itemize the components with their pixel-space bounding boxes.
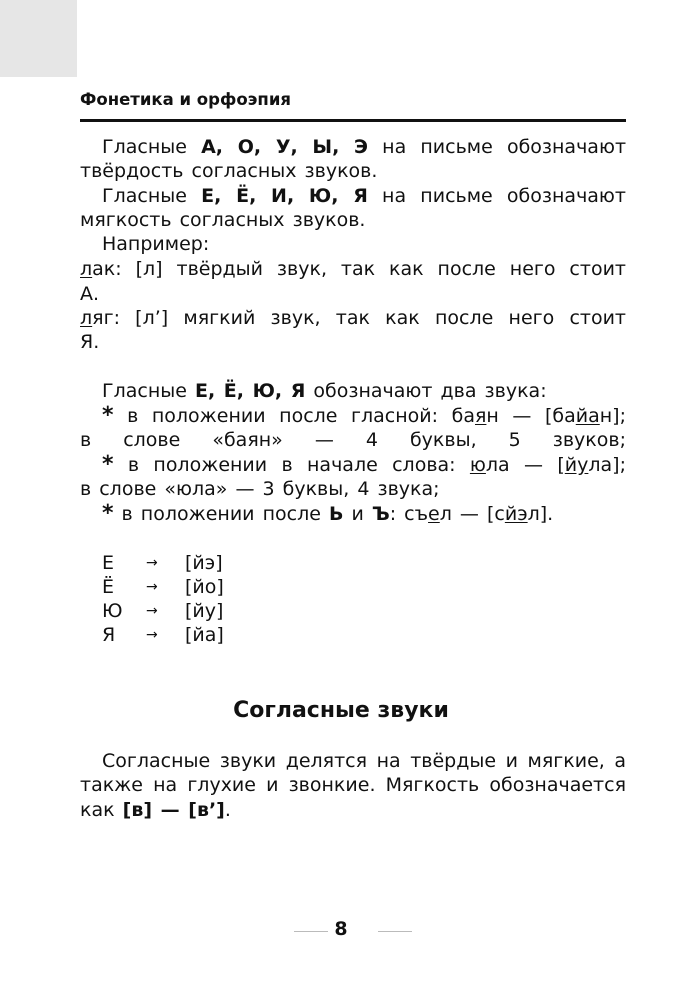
consonants-line-1: Согласные звуки делятся на твёрдые и мягкие, а (102, 750, 626, 772)
example-lak-line: лак: [л] твёрдый звук, так как после него стоит (80, 258, 626, 280)
soft-vowels-line-1: Гласные Е, Ё, И, Ю, Я на письме обозначают (102, 185, 626, 207)
bullet-after-vowel-line-2: в слове «баян» — 4 буквы, 5 звуков; (80, 429, 626, 451)
example-lyag-line: ляг: [л’] мягкий звук, так как после него стоит (80, 307, 626, 329)
star-bullet: * (102, 501, 114, 526)
arrow-right-icon: → (146, 603, 158, 619)
consonants-line-3: как [в] — [в’]. (80, 799, 231, 821)
star-bullet: * (102, 452, 114, 477)
arrow-right-icon: → (146, 555, 158, 571)
arrow-right-icon: → (146, 579, 158, 595)
two-sounds-letters: Е, Ё, Ю, Я (194, 380, 306, 402)
hard-vowels-line-1: Гласные А, О, У, Ы, Э на письме обозначают (102, 136, 627, 158)
bullet-after-signs: * в положении после Ь и Ъ: съел — [сйэл]. (102, 501, 554, 526)
two-sounds-intro: Гласные Е, Ё, Ю, Я обозначают два звука: (102, 380, 547, 402)
mapping-sound: [йу] (185, 600, 224, 622)
example-lyag-end: Я. (80, 331, 100, 353)
mapping-letter: Е (102, 552, 115, 574)
soft-mark-example: [в] — [в’] (122, 799, 225, 821)
soft-vowel-letters: Е, Ё, И, Ю, Я (201, 185, 368, 207)
running-header: Фонетика и орфоэпия (80, 90, 291, 109)
corner-tab (0, 0, 77, 77)
consonants-line-2: также на глухие и звонкие. Мягкость обозначается (80, 774, 626, 796)
mapping-sound: [йа] (185, 624, 224, 646)
arrow-right-icon: → (146, 627, 158, 643)
soft-vowels-line-2: мягкость согласных звуков. (80, 209, 366, 231)
header-rule (80, 119, 626, 122)
mapping-letter: Ё (102, 576, 115, 598)
section-title: Согласные звуки (233, 698, 449, 723)
example-lak-end: А. (80, 283, 100, 305)
bullet-after-vowel: * в положении после гласной: баян — [байан]; (102, 403, 626, 428)
page-number-rule-right (378, 931, 412, 932)
hard-vowel-letters: А, О, У, Ы, Э (201, 136, 368, 158)
mapping-sound: [йо] (185, 576, 224, 598)
bullet-word-start: * в положении в начале слова: юла — [йула]; (102, 452, 626, 477)
example-label: Например: (102, 233, 210, 255)
star-bullet: * (102, 403, 114, 428)
mapping-sound: [йэ] (185, 552, 223, 574)
bullet-word-start-line-2: в слове «юла» — 3 буквы, 4 звука; (80, 478, 440, 500)
mapping-letter: Ю (102, 600, 123, 622)
page-number: 8 (334, 918, 348, 940)
mapping-letter: Я (102, 624, 116, 646)
hard-vowels-line-2: твёрдость согласных звуков. (80, 160, 378, 182)
